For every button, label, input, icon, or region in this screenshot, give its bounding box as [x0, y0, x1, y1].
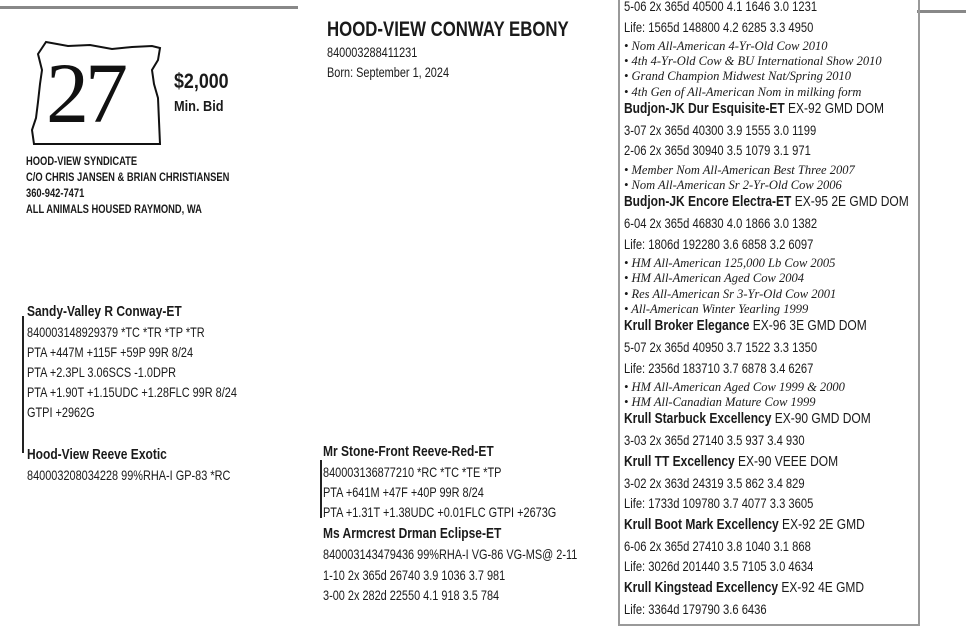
- sire-detail: GTPI +2962G: [27, 404, 95, 420]
- maternal-granddam-name: Ms Armcrest Drman Eclipse-ET: [323, 525, 502, 542]
- min-bid-label: Min. Bid: [174, 98, 224, 115]
- maternal-grandsire-name: Mr Stone-Front Reeve-Red-ET: [323, 443, 494, 460]
- consignor-name: HOOD-VIEW SYNDICATE: [26, 154, 138, 168]
- ancestor-classification: EX-96 3E GMD DOM: [749, 317, 867, 334]
- production-record: 2-06 2x 365d 30940 3.5 1079 3.1 971: [624, 142, 811, 159]
- pedigree-bracket-sire: [22, 316, 24, 453]
- consignor-phone: 360-942-7471: [26, 186, 85, 200]
- pedigree-bracket-mgs: [320, 460, 322, 518]
- consignor-contacts: C/O CHRIS JANSEN & BRIAN CHRISTIANSEN: [26, 170, 230, 184]
- show-award-note: • Member Nom All-American Best Three 2007: [624, 162, 855, 177]
- lot-number: 27: [46, 45, 124, 141]
- dam-name: Hood-View Reeve Exotic: [27, 446, 167, 463]
- ancestor-classification: EX-92 2E GMD: [778, 515, 865, 533]
- ancestor-classification: EX-90 VEEE DOM: [734, 452, 839, 470]
- dam-family-ancestor: [624, 579, 864, 596]
- show-award-note: • Grand Champion Midwest Nat/Spring 2010: [624, 69, 851, 84]
- ancestor-classification: EX-90 GMD DOM: [771, 410, 871, 428]
- maternal-grandsire-detail: 840003136877210 *RC *TC *TE *TP: [323, 464, 502, 480]
- show-award-note: • 4th 4-Yr-Old Cow & BU International Show 2010: [624, 54, 882, 69]
- dam-family-ancestor: [624, 193, 909, 210]
- production-record: 5-06 2x 365d 40500 4.1 1646 3.0 1231: [624, 0, 818, 14]
- dam-detail: 840003208034228 99%RHA-I GP-83 *RC: [27, 467, 231, 483]
- show-award-note: • Res All-American Sr 3-Yr-Old Cow 2001: [624, 286, 837, 301]
- production-record: Life: 3026d 201440 3.5 7105 3.0 4634: [624, 558, 814, 575]
- ancestor-name: Krull Broker Elegance: [624, 317, 750, 334]
- production-record: 3-07 2x 365d 40300 3.9 1555 3.0 1199: [624, 121, 817, 138]
- production-record: 3-02 2x 363d 24319 3.5 862 3.4 829: [624, 474, 805, 491]
- show-award-note: • HM All-American Aged Cow 2004: [624, 271, 804, 286]
- sire-detail: PTA +1.90T +1.15UDC +1.28FLC 99R 8/24: [27, 384, 237, 400]
- show-award-note: • 4th Gen of All-American Nom in milking form: [624, 84, 862, 99]
- ancestor-name: Budjon-JK Encore Electra-ET: [624, 193, 792, 211]
- production-record: 6-04 2x 365d 46830 4.0 1866 3.0 1382: [624, 215, 818, 232]
- dam-family-ancestor: [624, 100, 884, 117]
- production-record: 5-07 2x 365d 40950 3.7 1522 3.3 1350: [624, 339, 818, 355]
- maternal-granddam-record: 3-00 2x 282d 22550 4.1 918 3.5 784: [323, 587, 500, 603]
- sire-detail: PTA +447M +115F +59P 99R 8/24: [27, 344, 194, 360]
- sire-detail: 840003148929379 *TC *TR *TP *TR: [27, 324, 205, 340]
- production-record: Life: 2356d 183710 3.7 6878 3.4 6267: [624, 359, 814, 376]
- ancestor-classification: EX-92 GMD DOM: [784, 99, 885, 117]
- min-bid-price: $2,000: [174, 70, 229, 93]
- production-record: 3-03 2x 365d 27140 3.5 937 3.4 930: [624, 432, 805, 449]
- dam-family-ancestor: [624, 410, 871, 427]
- production-record: 6-06 2x 365d 27410 3.8 1040 3.1 868: [624, 537, 811, 554]
- animal-born-date: Born: September 1, 2024: [327, 64, 450, 80]
- ancestor-name: Krull Boot Mark Excellency: [624, 515, 779, 533]
- production-record: Life: 3364d 179790 3.6 6436: [624, 600, 767, 617]
- ancestor-name: Budjon-JK Dur Esquisite-ET: [624, 99, 785, 117]
- consignor-location: ALL ANIMALS HOUSED RAYMOND, WA: [26, 202, 202, 216]
- ancestor-classification: EX-95 2E GMD DOM: [791, 193, 909, 211]
- maternal-granddam-record: 1-10 2x 365d 26740 3.9 1036 3.7 981: [323, 567, 506, 583]
- production-record: Life: 1565d 148800 4.2 6285 3.3 4950: [624, 18, 814, 35]
- ancestor-classification: EX-92 4E GMD: [778, 578, 865, 596]
- production-record: Life: 1733d 109780 3.7 4077 3.3 3605: [624, 495, 814, 512]
- dam-family-ancestor: [624, 317, 867, 334]
- show-award-note: • HM All-American Aged Cow 1999 & 2000: [624, 380, 845, 394]
- sire-name: Sandy-Valley R Conway-ET: [27, 303, 182, 320]
- show-award-note: • HM All-American 125,000 Lb Cow 2005: [624, 256, 836, 271]
- dam-family-ancestor: [624, 516, 865, 533]
- sire-detail: PTA +2.3PL 3.06SCS -1.0DPR: [27, 364, 177, 380]
- animal-id: 840003288411231: [327, 44, 418, 60]
- top-rule-left: [0, 6, 298, 9]
- maternal-granddam-detail: 840003143479436 99%RHA-I VG-86 VG-MS@ 2-11: [323, 546, 578, 562]
- show-award-note: • HM All-Canadian Mature Cow 1999: [624, 395, 816, 410]
- production-record: Life: 1806d 192280 3.6 6858 3.2 6097: [624, 235, 814, 252]
- show-award-note: • All-American Winter Yearling 1999: [624, 301, 809, 316]
- show-award-note: • Nom All-American Sr 2-Yr-Old Cow 2006: [624, 178, 842, 192]
- ancestor-name: Krull Starbuck Excellency: [624, 410, 772, 428]
- dam-family-ancestor: [624, 453, 838, 470]
- maternal-grandsire-detail: PTA +641M +47F +40P 99R 8/24: [323, 484, 484, 500]
- ancestor-name: Krull TT Excellency: [624, 452, 735, 470]
- animal-name: HOOD-VIEW CONWAY EBONY: [327, 18, 569, 41]
- maternal-grandsire-detail: PTA +1.31T +1.38UDC +0.01FLC GTPI +2673G: [323, 504, 557, 520]
- top-rule-right: [917, 10, 966, 13]
- ancestor-name: Krull Kingstead Excellency: [624, 578, 779, 596]
- show-award-note: • Nom All-American 4-Yr-Old Cow 2010: [624, 39, 828, 53]
